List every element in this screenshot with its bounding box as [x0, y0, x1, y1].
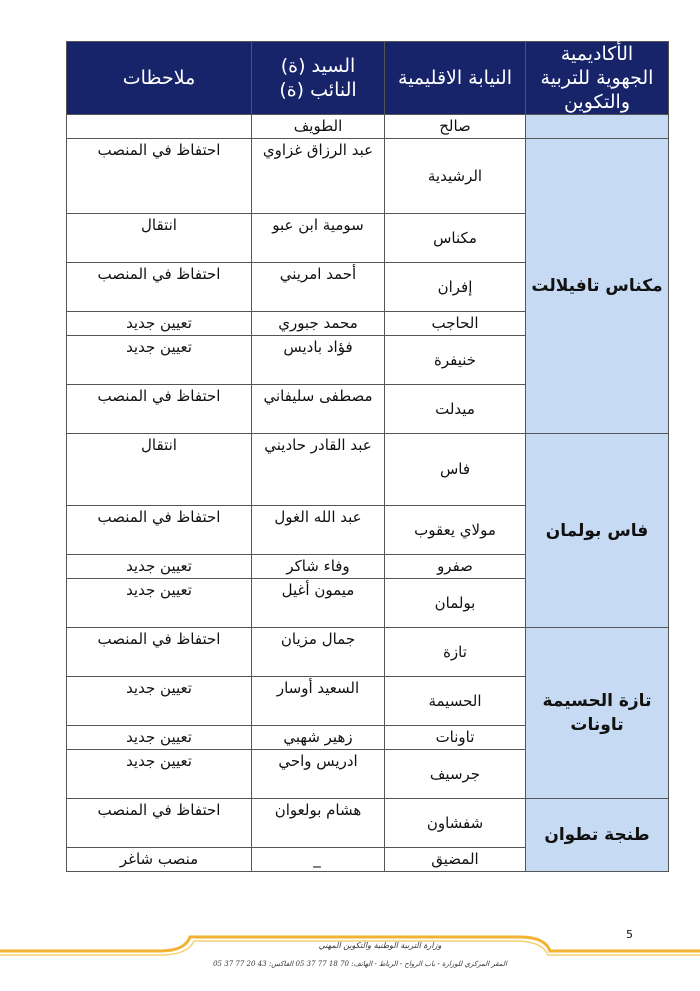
- note-cell: تعيين جديد: [67, 750, 252, 799]
- note-cell: [67, 115, 252, 139]
- header-deputy: السيد (ة) النائب (ة): [252, 42, 385, 115]
- directorate-cell: فاس: [385, 434, 526, 506]
- note-cell: تعيين جديد: [67, 726, 252, 750]
- note-cell: احتفاظ في المنصب: [67, 385, 252, 434]
- deputy-name-cell: سومية ابن عبو: [252, 214, 385, 263]
- note-cell: تعيين جديد: [67, 677, 252, 726]
- directorate-cell: شفشاون: [385, 799, 526, 848]
- deputy-name-cell: عبد الله الغول: [252, 506, 385, 555]
- deputy-name-cell: السعيد أوسار: [252, 677, 385, 726]
- directorate-cell: الحاجب: [385, 312, 526, 336]
- deputy-name-cell: زهير شهبي: [252, 726, 385, 750]
- note-cell: تعيين جديد: [67, 312, 252, 336]
- deputy-name-cell: ادريس واحي: [252, 750, 385, 799]
- header-notes: ملاحظات: [67, 42, 252, 115]
- note-cell: تعيين جديد: [67, 579, 252, 628]
- page-number: 5: [626, 928, 633, 941]
- header-row: [67, 42, 669, 115]
- note-cell: منصب شاغر: [67, 848, 252, 872]
- footer-address: المقر المركزي للوزارة - باب الرواح - الرباط - الهاتف: 70 18 77 37 05 الفاكس: 43 20 77 37 05: [213, 960, 507, 968]
- deputy-name-cell: الطويف: [252, 115, 385, 139]
- note-cell: انتقال: [67, 214, 252, 263]
- deputy-name-cell: فؤاد باديس: [252, 336, 385, 385]
- footer-ministry-name: وزارة التربية الوطنية والتكوين المهني: [318, 941, 442, 950]
- note-cell: احتفاظ في المنصب: [67, 628, 252, 677]
- directorate-cell: تازة: [385, 628, 526, 677]
- deputy-name-cell: وفاء شاكر: [252, 555, 385, 579]
- appointments-table: [66, 41, 669, 872]
- directorate-cell: جرسيف: [385, 750, 526, 799]
- table-row: [67, 115, 669, 139]
- header-directorate: النيابة الاقليمية: [385, 42, 526, 115]
- note-cell: احتفاظ في المنصب: [67, 799, 252, 848]
- directorate-cell: مكناس: [385, 214, 526, 263]
- note-cell: احتفاظ في المنصب: [67, 263, 252, 312]
- header-academy: الأكاديمية الجهوية للتربية والتكوين: [526, 42, 669, 115]
- directorate-cell: مولاي يعقوب: [385, 506, 526, 555]
- directorate-cell: بولمان: [385, 579, 526, 628]
- note-cell: تعيين جديد: [67, 336, 252, 385]
- directorate-cell: خنيفرة: [385, 336, 526, 385]
- directorate-cell: الحسيمة: [385, 677, 526, 726]
- deputy-name-cell: عبد القادر حاديني: [252, 434, 385, 506]
- deputy-name-cell: _: [252, 848, 385, 872]
- region-cell: طنجة تطوان: [526, 799, 669, 872]
- region-cell: فاس بولمان: [526, 434, 669, 628]
- table-row: [67, 434, 669, 506]
- directorate-cell: الرشيدية: [385, 139, 526, 214]
- note-cell: انتقال: [67, 434, 252, 506]
- directorate-cell: تاونات: [385, 726, 526, 750]
- region-cell: مكناس تافيلالت: [526, 139, 669, 434]
- deputy-name-cell: أحمد امريني: [252, 263, 385, 312]
- deputy-name-cell: جمال مزيان: [252, 628, 385, 677]
- directorate-cell: المضيق: [385, 848, 526, 872]
- table-row: [67, 628, 669, 677]
- note-cell: احتفاظ في المنصب: [67, 139, 252, 214]
- deputy-name-cell: عبد الرزاق غزاوي: [252, 139, 385, 214]
- note-cell: تعيين جديد: [67, 555, 252, 579]
- table-row: [67, 799, 669, 848]
- deputy-name-cell: هشام بولعوان: [252, 799, 385, 848]
- directorate-cell: صالح: [385, 115, 526, 139]
- directorate-cell: ميدلت: [385, 385, 526, 434]
- deputy-name-cell: محمد جبوري: [252, 312, 385, 336]
- deputy-name-cell: ميمون أغيل: [252, 579, 385, 628]
- note-cell: احتفاظ في المنصب: [67, 506, 252, 555]
- table-row: [67, 139, 669, 214]
- directorate-cell: إفران: [385, 263, 526, 312]
- deputy-name-cell: مصطفى سليفاني: [252, 385, 385, 434]
- region-cell: تازة الحسيمة تاونات: [526, 628, 669, 799]
- directorate-cell: صفرو: [385, 555, 526, 579]
- region-cell-empty: [526, 115, 669, 139]
